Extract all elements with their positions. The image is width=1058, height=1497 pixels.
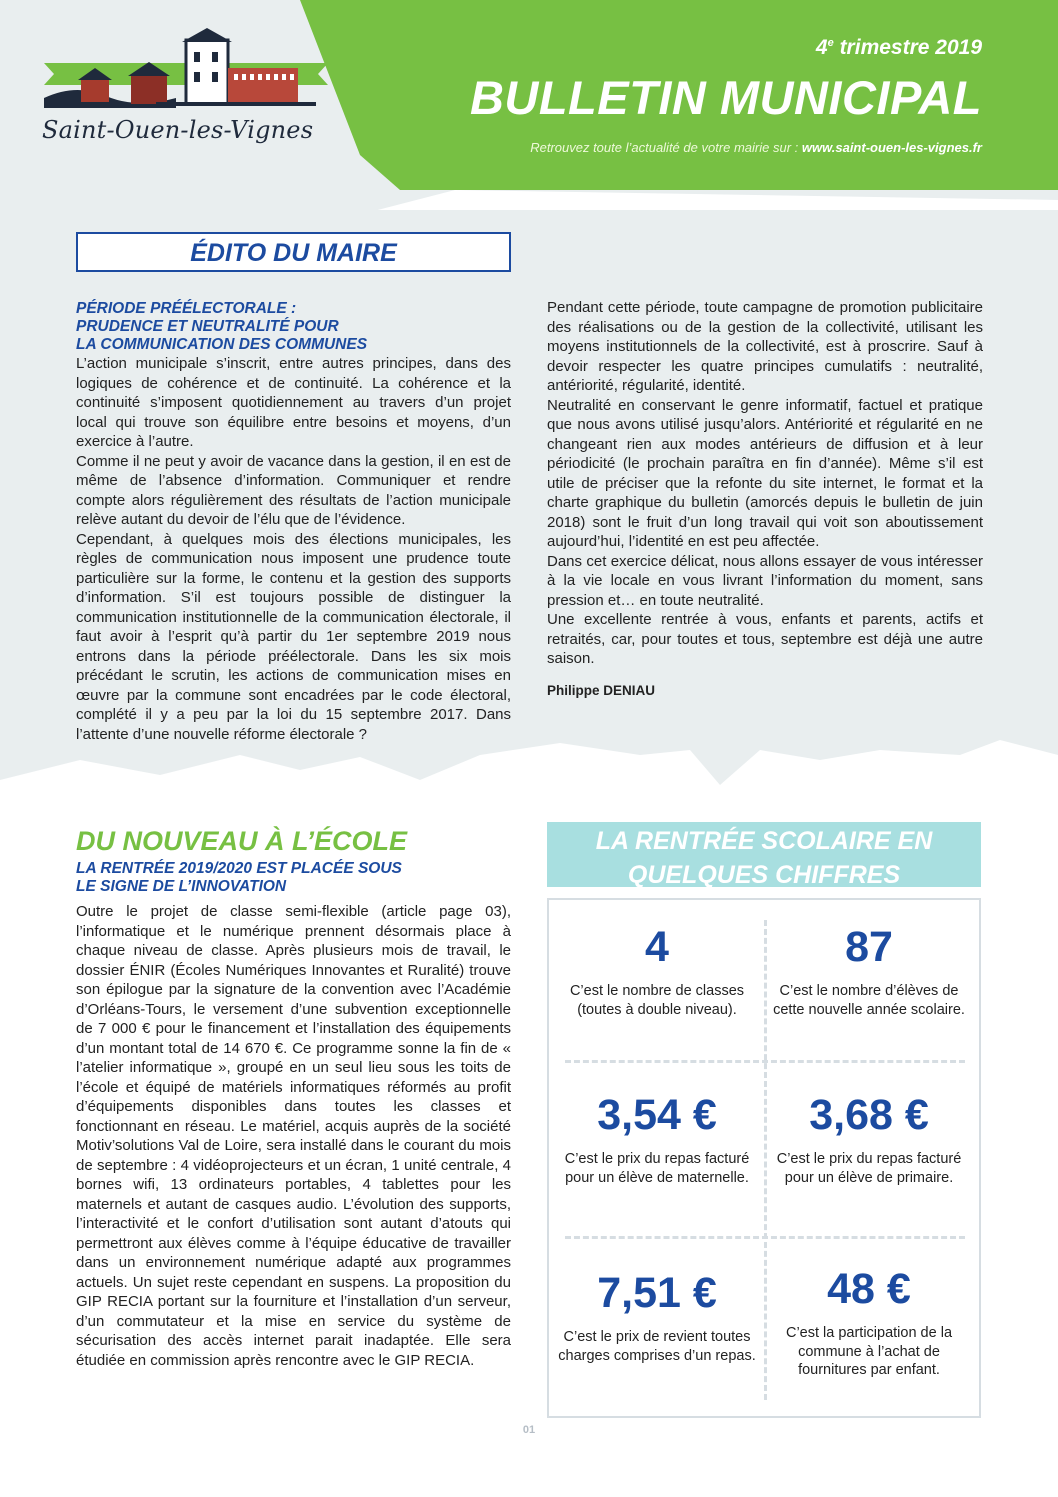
mayor-signature: Philippe DENIAU [547,682,656,698]
figure-meal-price-primary [769,1090,969,1187]
figure-value: 7,51 € [597,1269,717,1317]
page-number: 01 [522,1424,536,1436]
edito-paragraph: Comme il ne peut y avoir de vacance dans la gestion, il en est de même de l’absence d’information. Communiquer et rendre compte alors régulièrement des résultats de l’action municipale relève autant du devoir de l’élu que de l’évidence. [76,452,511,528]
figures-divider [565,1060,965,1063]
issue-quarter: 4e trimestre 2019 [815,36,982,59]
edito-paragraph: Pendant cette période, toute campagne de promotion publicitaire des réalisations ou de la gestion de la collectivité, utilisant les moyens institutionnels de la collectivité, est à proscrire. Sauf à devoir respecter les quatre principes cumulatifs : neutralité, antériorité, régularité, identité. [547,299,983,394]
figure-description: C’est la participation de la commune à l’achat de fournitures par enfant. [785,1325,953,1378]
edito-title-box [76,232,511,272]
figure-meal-price-nursery [557,1090,757,1187]
edito-title: ÉDITO DU MAIRE [190,239,397,267]
figure-value: 4 [645,923,669,971]
village-logo [36,28,336,168]
figures-divider [565,1236,965,1239]
figures-panel [547,898,981,1418]
figure-value: 3,54 € [597,1091,717,1139]
edito-right-column [547,298,983,698]
website-link[interactable]: www.saint-ouen-les-vignes.fr [801,140,982,155]
school-article-body: Outre le projet de classe semi-flexible (article page 03), l’informatique et le numérique prennent désormais place à chaque niveau de classe. Après plusieurs mois de travail, le dossier ÉNIR (Écoles Numériques Innovantes et Ruralité) trouve son épilogue par la signature de la convention avec l’Académie d’Orléans-Tours, le versement d’une subvention exceptionnelle de 7 000 € pour le financement et l’installation des équipements d’un montant total de 14 670 €. Ce programme sonne la fin de « l’atelier informatique », groupé en un seul lieu sous les toits de l’école et équipé de matériels informatiques réformés au profit d’équipements disponibles dans toutes les classes et fonctionnant en réseau. Le matériel, acquis auprès de la société Motiv’solutions Val de Loire, sera installé dans le courant du mois de septembre : 4 vidéoprojecteurs et un écran, 1 unité centrale, 4 bornes wifi, 13 ordinateurs portables, 4 tablettes pour les maternels et autant de casques audio. L’évolution des supports, l’interactivité et le confort d’utilisation sont autant d’atouts qui permettront aux élèves comme à l’équipe éducative de travailler dans un environnement numérique adapté aux programmes actuels. Un sujet reste cependant en suspens. La proposition du GIP RECIA portant sur la fourniture et l’installation d’un serveur, d’un commutateur et la mise en service du système de sécurisation des accès internet parait inadaptée. Elle sera étudiée en commission après rencontre avec le GIP RECIA. [76,903,511,1369]
figure-description: C’est le prix de revient toutes charges comprises d’un repas. [558,1329,756,1364]
figure-value: 87 [845,923,893,971]
figure-value: 3,68 € [809,1091,929,1139]
figure-meal-cost [557,1268,757,1365]
edito-paragraph: Neutralité en conservant le genre informatif, factuel et pratique que nous avons utilisé jusqu’alors. Antériorité et régularité en ne changeant rien aux modes antérieurs de diffusion et à leur périodicité (le prochain paraîtra en fin d’année). Même s’il est utile de préciser que la refonte du site internet, le format et la charte graphique du bulletin (amorcés depuis le bulletin de juin 2018) sont le fruit d’un long travail qui voit son aboutissement aujourd’hui, l’identité en est peu affectée. [547,396,983,550]
figure-pupils [769,922,969,1019]
figures-header: LA RENTRÉE SCOLAIRE EN QUELQUES CHIFFRES [547,822,981,887]
figure-value: 48 € [827,1265,911,1313]
school-subtitle: LA RENTRÉE 2019/2020 EST PLACÉE SOUS LE SIGNE DE L’INNOVATION [76,860,402,895]
edito-paragraph: Dans cet exercice délicat, nous allons essayer de vous intéresser à la vie locale en vous livrant l’information du moment, sans pression et… en toute neutralité. [547,552,983,609]
school-section-title: DU NOUVEAU À L’ÉCOLE [76,826,408,856]
edito-left-column [76,300,511,744]
figure-description: C’est le nombre de classes (toutes à double niveau). [569,983,745,1018]
figures-divider [764,920,767,1400]
edito-paragraph: Cependant, à quelques mois des élections municipales, les règles de communication nous imposent une prudence toute particulière sur la forme, le contenu et la gestion des supports d’information. S’il est toujours possible de distinguer la communication institutionnelle de la communication électorale, il faut avoir à l’esprit qu’à partir du 1er septembre 2019 nous entrons dans la période préélectorale. Dans les six mois précédant le scrutin, les actions de communication mises en œuvre par la commune sont encadrées par le code électoral, complété il y a peu par la loi du 15 septembre 2017. Dans l’attente d’une nouvelle réforme électorale ? [76,530,511,743]
figure-description: C’est le prix du repas facturé pour un élève de primaire. [776,1151,962,1186]
figure-classes [557,922,757,1019]
figure-description: C’est le prix du repas facturé pour un élève de maternelle. [564,1151,750,1186]
bulletin-title: BULLETIN MUNICIPAL [469,71,982,124]
figure-supplies-contribution [769,1264,969,1380]
edito-paragraph: Une excellente rentrée à vous, enfants et parents, actifs et retraités, car, pour toutes et tous, septembre est déjà une autre saison. [547,611,983,667]
edito-subtitle: PÉRIODE PRÉÉLECTORALE : PRUDENCE ET NEUTRALITÉ POUR LA COMMUNICATION DES COMMUNES [76,300,368,353]
figure-description: C’est le nombre d’élèves de cette nouvelle année scolaire. [773,983,965,1018]
website-tagline: Retrouvez toute l’actualité de votre mairie sur : www.saint-ouen-les-vignes.fr [530,140,982,155]
logo-wordmark: Saint-Ouen-les-Vignes [42,116,314,144]
edito-paragraph: L’action municipale s’inscrit, entre autres principes, dans des logiques de cohérence et de continuité. La cohérence et la continuité s’imposent quotidiennement au travers d’un projet local qui trouve son équilibre entre besoins et moyens, d’un exercice à l’autre. [76,355,511,450]
